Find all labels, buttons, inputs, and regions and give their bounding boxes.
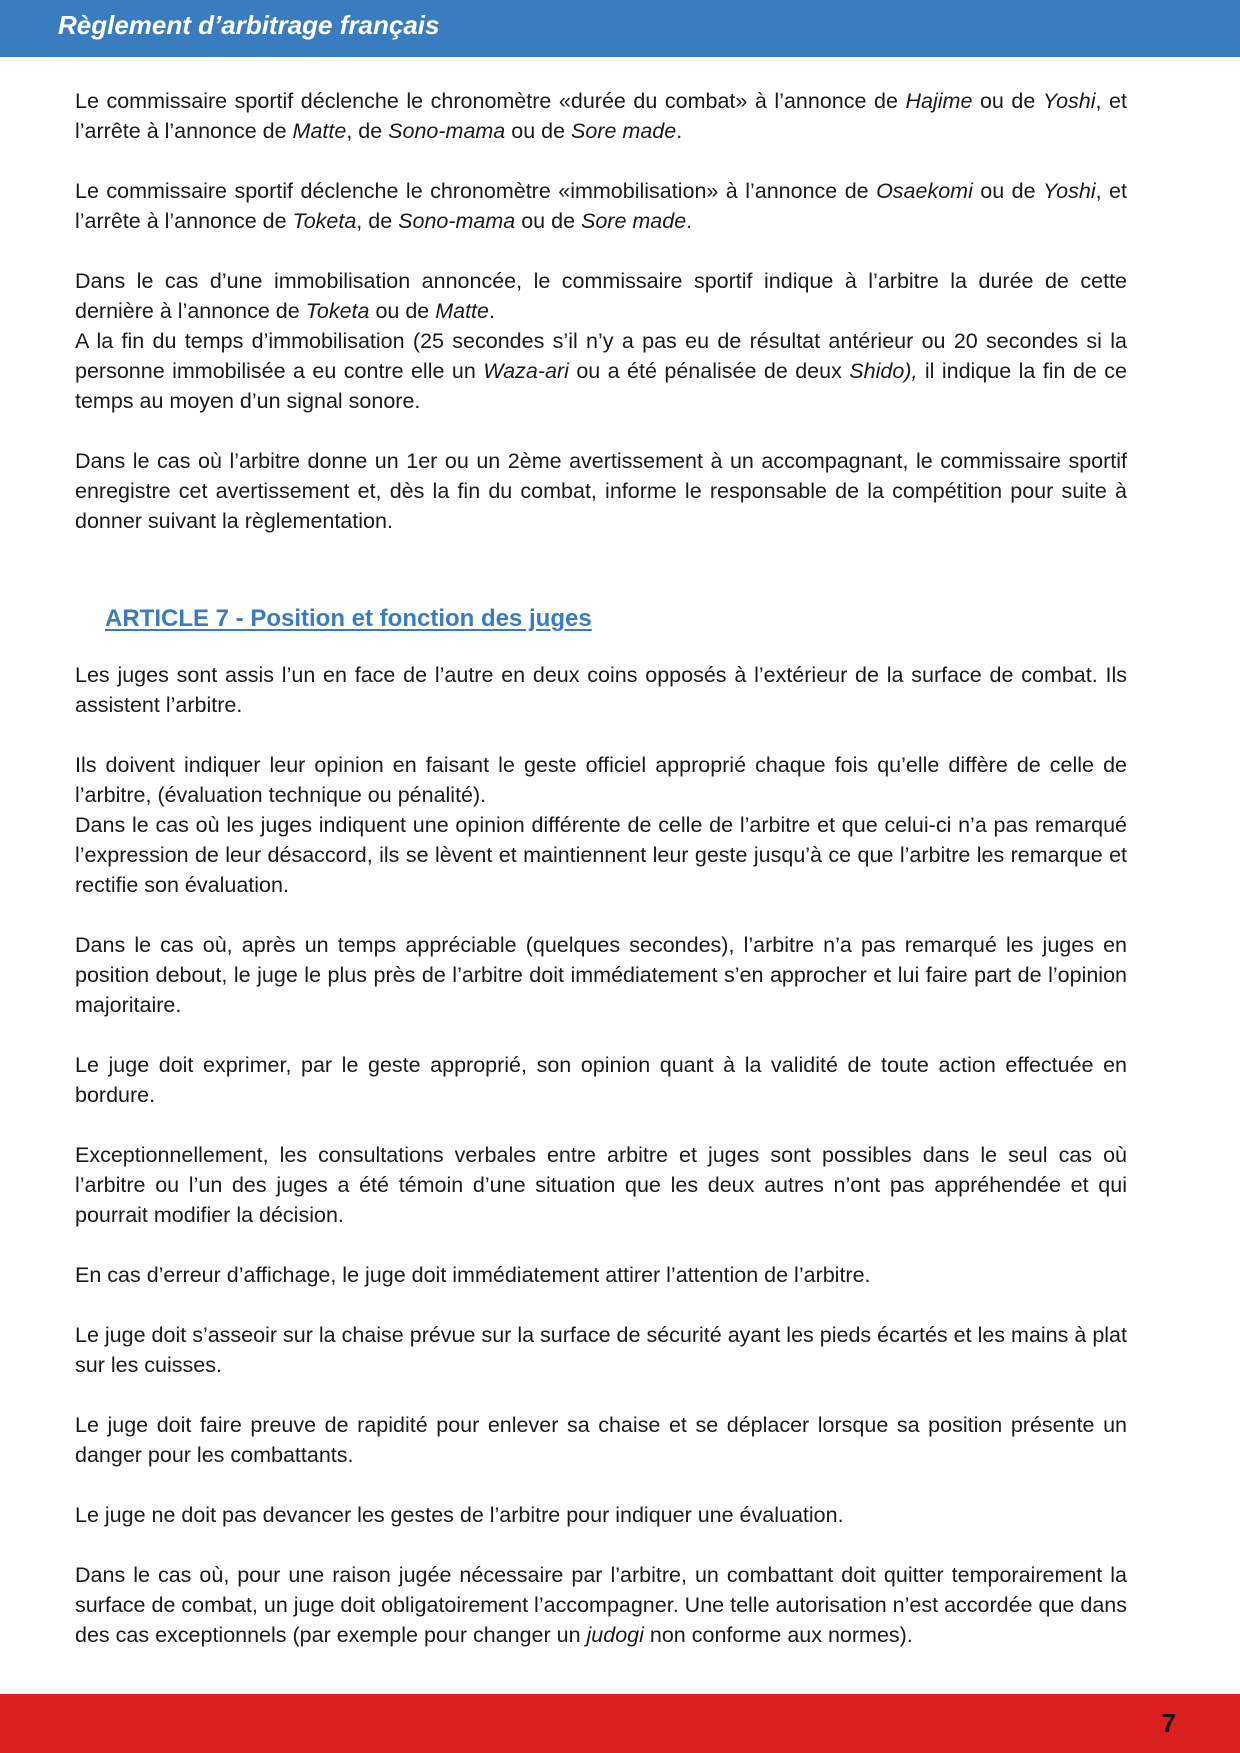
paragraph-juge-chaise: Le juge doit s’asseoir sur la chaise prévue sur la surface de sécurité ayant les pieds écartés et les mains à plat sur les cuisses. bbox=[75, 1323, 1127, 1377]
document-body bbox=[75, 86, 1127, 1650]
paragraph-immobilisation-annoncee: Dans le cas d’une immobilisation annoncée, le commissaire sportif indique à l’arbitre la durée de cette dernière à l’annonce de Toketa ou de Matte. bbox=[75, 269, 1127, 323]
footer-bar bbox=[0, 1694, 1240, 1753]
paragraph-avertissement: Dans le cas où l’arbitre donne un 1er ou un 2ème avertissement à un accompagnant, le commissaire sportif enregistre cet avertissement et, dès la fin du combat, informe le responsable de la compétition pour suite à donner suivant la règlementation. bbox=[75, 449, 1127, 533]
paragraph-fin-immobilisation: A la fin du temps d’immobilisation (25 secondes s’il n’y a pas eu de résultat antérieur ou 20 secondes si la personne immobilisée a eu contre elle un Waza-ari ou a été pénalisée de deux Shido), il indique la fin de ce temps au moyen d’un signal sonore. bbox=[75, 329, 1128, 413]
header-bar bbox=[0, 0, 1240, 57]
paragraph-consultations-verbales: Exceptionnellement, les consultations verbales entre arbitre et juges sont possibles dans le seul cas où l’arbitre ou l’un des juges a été témoin d’une situation que les deux autres n’ont pas appréhendée et qui pourrait modifier la décision. bbox=[75, 1143, 1127, 1227]
paragraph-juges-debout: Dans le cas où, après un temps appréciable (quelques secondes), l’arbitre n’a pas remarqué les juges en position debout, le juge le plus près de l’arbitre doit immédiatement s’en approcher et lui faire part de l’opinion majoritaire. bbox=[75, 933, 1127, 1017]
paragraph-juge-rapidite: Le juge doit faire preuve de rapidité pour enlever sa chaise et se déplacer lorsque sa position présente un danger pour les combattants. bbox=[75, 1413, 1127, 1467]
paragraph-juges-desaccord: Dans le cas où les juges indiquent une opinion différente de celle de l’arbitre et que celui-ci n’a pas remarqué l’expression de leur désaccord, ils se lèvent et maintiennent leur geste jusqu’à ce que l’arbitre les remarque et rectifie son évaluation. bbox=[75, 813, 1127, 897]
paragraph-juge-bordure: Le juge doit exprimer, par le geste approprié, son opinion quant à la validité de toute action effectuée en bordure. bbox=[75, 1053, 1127, 1107]
page-title: Règlement d’arbitrage français bbox=[58, 10, 440, 40]
article-heading: ARTICLE 7 - Position et fonction des juges bbox=[105, 605, 592, 632]
paragraph-quitter-surface: Dans le cas où, pour une raison jugée nécessaire par l’arbitre, un combattant doit quitter temporairement la surface de combat, un juge doit obligatoirement l’accompagner. Une telle autorisation n’est accordée que dans des cas exceptionnels (par exemple pour changer un judogi non conforme aux normes). bbox=[75, 1563, 1127, 1647]
paragraph-juges-opinion: Ils doivent indiquer leur opinion en faisant le geste officiel approprié chaque fois qu’elle diffère de celle de l’arbitre, (évaluation technique ou pénalité). bbox=[75, 753, 1127, 807]
page-number: 7 bbox=[1161, 1708, 1176, 1738]
paragraph-juges-assis: Les juges sont assis l’un en face de l’autre en deux coins opposés à l’extérieur de la surface de combat. Ils assistent l’arbitre. bbox=[75, 663, 1127, 717]
paragraph-chrono-duree: Le commissaire sportif déclenche le chronomètre «durée du combat» à l’annonce de Hajime ou de Yoshi, et l’arrête à l’annonce de Matte, de Sono-mama ou de Sore made. bbox=[75, 89, 1127, 143]
paragraph-juge-devancer: Le juge ne doit pas devancer les gestes de l’arbitre pour indiquer une évaluation. bbox=[75, 1503, 844, 1527]
paragraph-erreur-affichage: En cas d’erreur d’affichage, le juge doit immédiatement attirer l’attention de l’arbitre. bbox=[75, 1263, 871, 1287]
paragraph-chrono-immobilisation: Le commissaire sportif déclenche le chronomètre «immobilisation» à l’annonce de Osaekomi ou de Yoshi, et l’arrête à l’annonce de Toketa, de Sono-mama ou de Sore made. bbox=[75, 179, 1127, 233]
